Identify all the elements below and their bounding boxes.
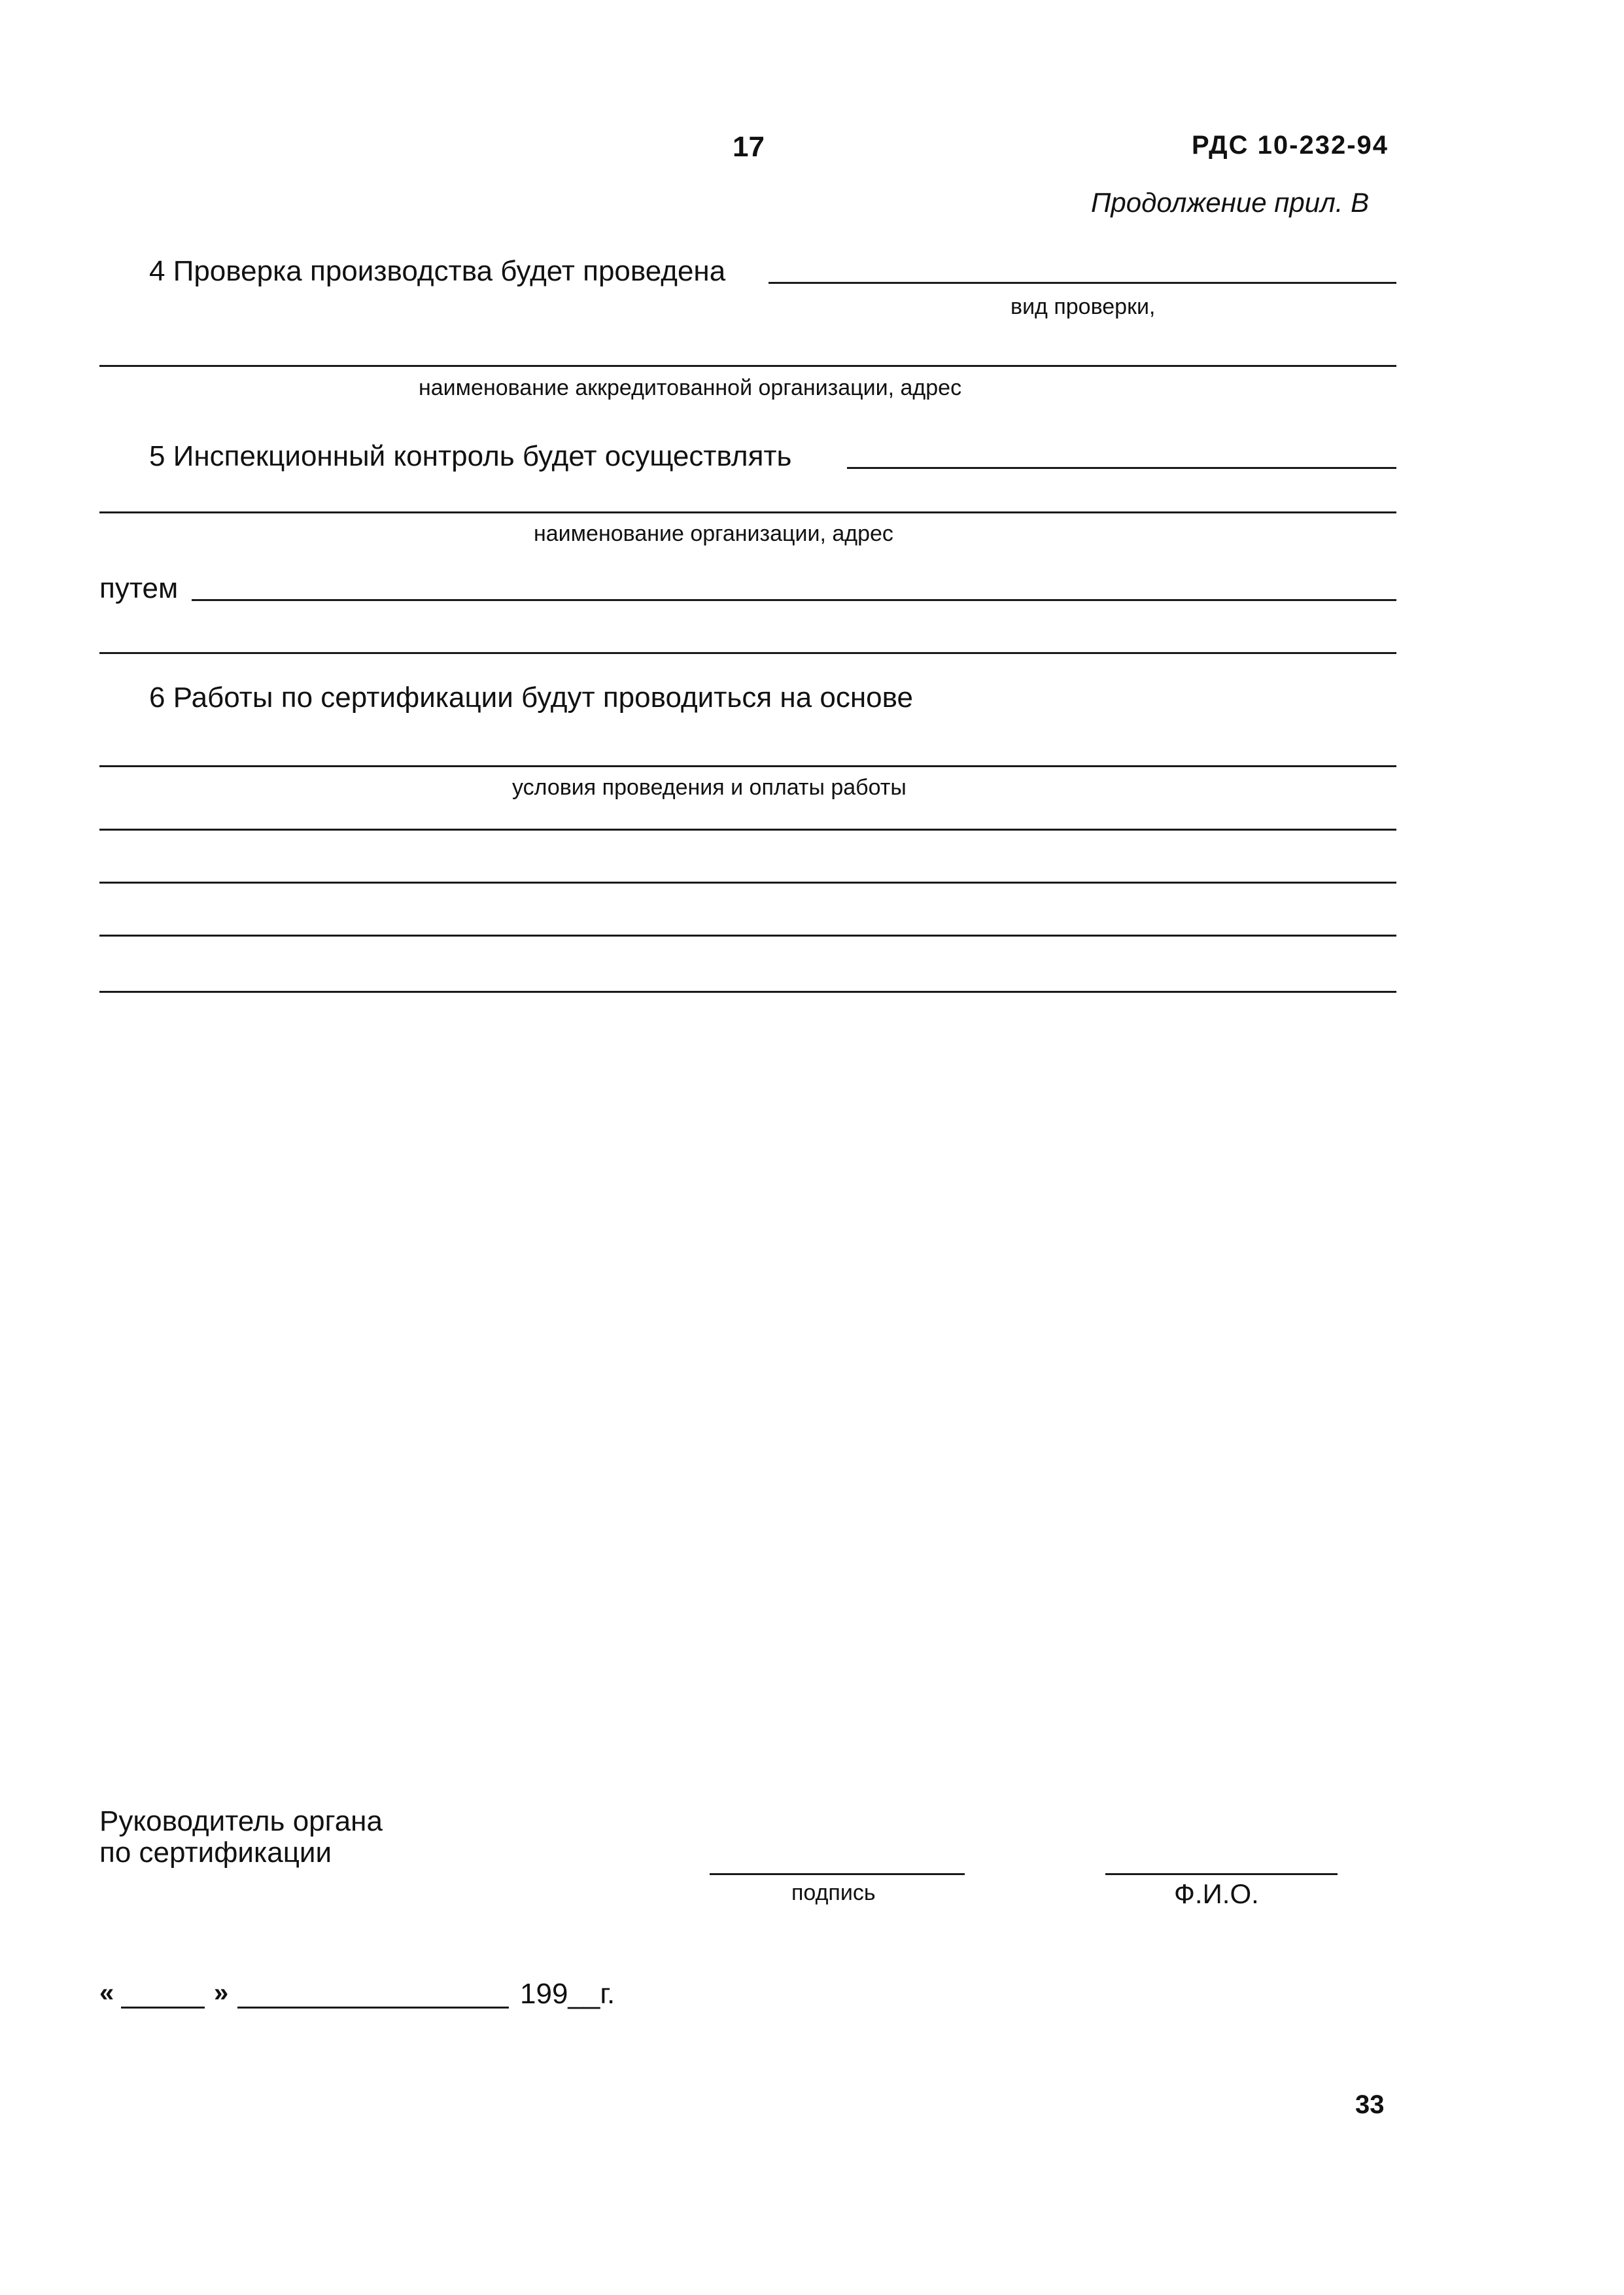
item-6-extra-line-1 (99, 829, 1396, 831)
signatory-role-line-2: по сертификации (99, 1837, 332, 1869)
continuation-note: Продолжение прил. В (1091, 187, 1370, 218)
item-4-caption-check-type: вид проверки, (1011, 294, 1156, 319)
date-day-line (121, 2007, 205, 2009)
date-close-quote: » (214, 1978, 229, 2007)
name-line (1105, 1873, 1338, 1875)
item-4-text: 4 Проверка производства будет проведена (149, 255, 726, 287)
item-5-by-way-label: путем (99, 572, 179, 604)
name-caption: Ф.И.О. (1174, 1878, 1259, 1909)
signatory-role-line-1: Руководитель органа (99, 1805, 383, 1837)
date-month-line (237, 2007, 509, 2009)
item-5-text: 5 Инспекционный контроль будет осуществлять (149, 440, 792, 472)
signature-caption: подпись (791, 1880, 876, 1905)
item-5-caption-org: наименование организации, адрес (534, 521, 893, 546)
signature-line (710, 1873, 965, 1875)
document-code: РДС 10-232-94 (1192, 131, 1389, 160)
page-label: 17 (733, 131, 765, 163)
item-6-basis-line (99, 765, 1396, 767)
item-4-fill-line (769, 282, 1396, 284)
item-6-caption: условия проведения и оплаты работы (512, 775, 907, 800)
item-6-extra-line-2 (99, 882, 1396, 884)
date-year: 199__г. (520, 1978, 615, 2010)
item-6-text: 6 Работы по сертификации будут проводиться на основе (149, 682, 913, 714)
item-5-method-line (192, 599, 1396, 601)
item-6-extra-line-3 (99, 935, 1396, 937)
item-4-org-line (99, 365, 1396, 367)
date-open-quote: « (99, 1978, 114, 2007)
item-5-fill-line (847, 467, 1396, 469)
item-6-extra-line-4 (99, 991, 1396, 993)
item-4-caption-org: наименование аккредитованной организации, адрес (419, 375, 962, 400)
page-number: 33 (1355, 2090, 1385, 2119)
item-5-extra-line (99, 652, 1396, 654)
item-5-org-line (99, 511, 1396, 513)
